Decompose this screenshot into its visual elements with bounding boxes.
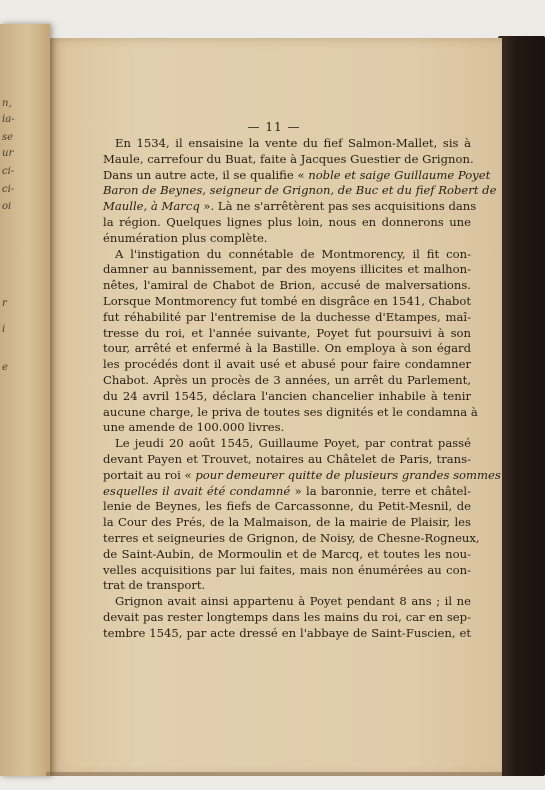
text-line	[103, 341, 471, 357]
text-line	[103, 151, 474, 168]
text-line	[103, 357, 471, 373]
text-segment: fut réhabilité par l'entremise de la duchesse d'Etampes, maî-	[103, 309, 471, 324]
book-cover-edge	[498, 36, 545, 776]
text-segment: Maule, carrefour du Buat, faite à Jacques Guestier de Grignon.	[103, 151, 474, 166]
text-line	[103, 436, 471, 452]
text-segment: tembre 1545, par acte dressé en l'abbaye de Saint-Fuscien, et	[103, 625, 471, 640]
left-page-fragment: i	[2, 324, 6, 335]
text-line	[103, 563, 471, 579]
text-line	[103, 215, 471, 231]
text-line	[103, 247, 471, 263]
left-page-fragment: ci-	[2, 166, 15, 177]
text-segment: Le jeudi 20 août 1545, Guillaume Poyet, par contrat passé	[115, 436, 471, 451]
book-page	[46, 38, 502, 776]
italic-text: esquelles il avait été condamné	[103, 483, 291, 498]
text-line	[103, 183, 497, 199]
text-line	[103, 199, 477, 215]
text-segment: une amende de 100.000 livres.	[103, 420, 285, 435]
left-page-fragment: e	[2, 362, 8, 373]
italic-text: Maulle, à Marcq	[103, 199, 200, 214]
text-line	[103, 626, 471, 642]
text-segment: de Saint-Aubin, de Mormoulin et de Marcq, et toutes les nou-	[103, 546, 471, 561]
text-line	[103, 515, 471, 531]
text-segment: les procédés dont il avait usé et abusé pour faire condamner	[103, 357, 471, 372]
left-page-fragment: se	[2, 132, 14, 143]
text-segment: ». Là ne s'arrêtèrent pas ses acquisitions dans	[199, 199, 477, 214]
text-line	[103, 452, 471, 468]
left-page-fragment: r	[2, 298, 7, 309]
text-line	[103, 389, 471, 405]
text-segment: Lorsque Montmorency fut tombé en disgrâce en 1541, Chabot	[103, 293, 471, 308]
italic-text: noble et saige Guillaume Poyet	[308, 167, 491, 182]
text-segment: lenie de Beynes, les fiefs de Carcassonne, du Petit-Mesnil, de	[103, 499, 471, 514]
text-segment: velles acquisitions par lui faites, mais non énumérées au con-	[103, 562, 471, 577]
text-line	[103, 594, 471, 610]
text-segment: terres et seigneuries de Grignon, de Noisy, de Chesne-Rogneux,	[103, 530, 480, 545]
left-page-fragment: ia-	[2, 114, 15, 125]
previous-page-edge	[0, 24, 50, 776]
text-segment: » la baronnie, terre et châtel-	[290, 483, 471, 498]
left-page-fragment: ci-	[2, 184, 15, 195]
text-line	[103, 326, 471, 342]
text-line	[103, 467, 501, 484]
text-segment: trat de transport.	[103, 578, 206, 593]
text-segment: A l'instigation du connétable de Montmorency, il fit con-	[115, 246, 471, 261]
text-line	[103, 578, 471, 594]
text-line	[103, 136, 471, 152]
text-line	[103, 167, 491, 184]
text-segment: portait au roi «	[103, 467, 196, 482]
text-line	[103, 499, 471, 515]
text-segment: Dans un autre acte, il se qualifie «	[103, 167, 309, 182]
text-segment: devant Payen et Trouvet, notaires au Châtelet de Paris, trans-	[103, 451, 471, 466]
text-segment: du 24 avril 1545, déclara l'ancien chancelier inhabile à tenir	[103, 388, 471, 403]
text-segment: devait pas rester longtemps dans les mains du roi, car en sep-	[103, 609, 471, 624]
text-line	[103, 373, 471, 389]
text-line	[103, 262, 471, 278]
text-line	[103, 547, 471, 563]
page-text	[103, 136, 501, 642]
text-line	[103, 404, 478, 421]
text-line	[103, 484, 471, 500]
left-page-fragment: ur	[2, 148, 14, 159]
text-segment: nêtes, l'amiral de Chabot de Brion, accusé de malversations.	[103, 278, 471, 293]
text-line	[103, 610, 471, 626]
text-segment: aucune charge, le priva de toutes ses dignités et le condamna à	[103, 404, 478, 419]
text-line	[103, 420, 471, 436]
left-page-fragment: n,	[2, 98, 12, 109]
text-line	[103, 278, 471, 294]
text-segment: damner au bannissement, par des moyens illicites et malhon-	[103, 262, 471, 277]
page-number: — 11 —	[247, 120, 301, 134]
page-bottom-shadow	[46, 772, 502, 776]
text-segment: Grignon avait ainsi appartenu à Poyet pendant 8 ans ; il ne	[115, 594, 471, 609]
text-segment: énumération plus complète.	[103, 230, 268, 245]
text-segment: tresse du roi, et l'année suivante, Poyet fut poursuivi à son	[103, 325, 471, 340]
text-segment: la Cour des Prés, de la Malmaison, de la mairie de Plaisir, les	[103, 515, 471, 530]
left-page-fragment: oi	[2, 201, 12, 212]
text-segment: Chabot. Après un procès de 3 années, un arrêt du Parlement,	[103, 372, 471, 387]
text-segment: la région. Quelques lignes plus loin, nous en donnerons une	[103, 214, 471, 229]
text-line	[103, 530, 480, 547]
text-segment: tour, arrêté et enfermé à la Bastille. On employa à son égard	[103, 341, 471, 356]
text-segment: En 1534, il ensaisine la vente du fief Salmon-Mallet, sis à	[115, 136, 471, 150]
text-line	[103, 310, 471, 326]
italic-text: pour demeurer quitte de plusieurs grandes sommes	[195, 467, 501, 482]
text-line	[103, 294, 471, 310]
text-line	[103, 231, 471, 247]
italic-text: Baron de Beynes, seigneur de Grignon, de Buc et du fief Robert de	[103, 183, 497, 198]
